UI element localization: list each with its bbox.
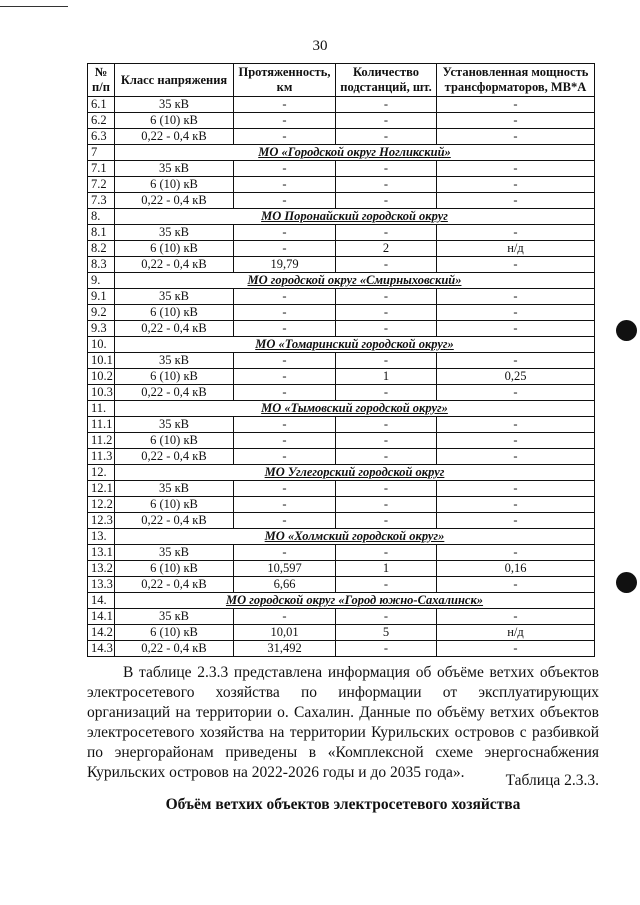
body-paragraph [87, 663, 599, 783]
table-row [88, 577, 595, 593]
capacity-cell: - [437, 385, 595, 401]
table-row [88, 433, 595, 449]
substation-count-cell: 5 [336, 625, 437, 641]
table-row [88, 289, 595, 305]
substation-count-cell: - [336, 577, 437, 593]
row-number: 12. [88, 465, 115, 481]
length-cell: - [234, 289, 336, 305]
row-number: 11.2 [88, 433, 115, 449]
table-row [88, 161, 595, 177]
table-group-row [88, 465, 595, 481]
capacity-cell: - [437, 577, 595, 593]
voltage-class-cell: 35 кВ [115, 481, 234, 497]
length-cell: 10,01 [234, 625, 336, 641]
municipality-title: МО городской округ «Город южно-Сахалинск» [115, 593, 595, 609]
voltage-class-cell: 35 кВ [115, 161, 234, 177]
table-row [88, 241, 595, 257]
substation-count-cell: - [336, 513, 437, 529]
municipality-title: МО Углегорский городской округ [115, 465, 595, 481]
municipality-title: МО «Холмский городской округ» [115, 529, 595, 545]
row-number: 9.1 [88, 289, 115, 305]
header-number: № п/п [88, 64, 115, 97]
table-row [88, 481, 595, 497]
length-cell: - [234, 369, 336, 385]
row-number: 8.1 [88, 225, 115, 241]
table-header-row [88, 64, 595, 97]
row-number: 13. [88, 529, 115, 545]
table-group-row [88, 337, 595, 353]
row-number: 6.2 [88, 113, 115, 129]
substation-count-cell: - [336, 193, 437, 209]
row-number: 13.1 [88, 545, 115, 561]
table-row [88, 353, 595, 369]
header-voltage-class: Класс напряжения [115, 64, 234, 97]
voltage-class-cell: 0,22 - 0,4 кВ [115, 641, 234, 657]
row-number: 11.1 [88, 417, 115, 433]
length-cell: - [234, 193, 336, 209]
voltage-class-cell: 35 кВ [115, 225, 234, 241]
row-number: 7.3 [88, 193, 115, 209]
voltage-class-cell: 35 кВ [115, 545, 234, 561]
voltage-class-cell: 0,22 - 0,4 кВ [115, 321, 234, 337]
voltage-class-cell: 0,22 - 0,4 кВ [115, 257, 234, 273]
table-row [88, 321, 595, 337]
capacity-cell: н/д [437, 625, 595, 641]
table-row [88, 449, 595, 465]
voltage-class-cell: 0,22 - 0,4 кВ [115, 449, 234, 465]
length-cell: - [234, 417, 336, 433]
table-row [88, 385, 595, 401]
row-number: 12.2 [88, 497, 115, 513]
capacity-cell: - [437, 321, 595, 337]
row-number: 9.3 [88, 321, 115, 337]
substation-count-cell: - [336, 177, 437, 193]
row-number: 10.3 [88, 385, 115, 401]
length-cell: - [234, 497, 336, 513]
capacity-cell: - [437, 97, 595, 113]
table-row [88, 225, 595, 241]
capacity-cell: - [437, 113, 595, 129]
length-cell: - [234, 129, 336, 145]
length-cell: - [234, 225, 336, 241]
table-row [88, 193, 595, 209]
row-number: 6.3 [88, 129, 115, 145]
substation-count-cell: - [336, 385, 437, 401]
length-cell: 31,492 [234, 641, 336, 657]
substation-count-cell: 2 [336, 241, 437, 257]
table-row [88, 305, 595, 321]
punch-hole-mark [616, 572, 637, 593]
row-number: 10.1 [88, 353, 115, 369]
capacity-cell: - [437, 545, 595, 561]
punch-hole-mark [616, 320, 637, 341]
voltage-class-cell: 0,22 - 0,4 кВ [115, 129, 234, 145]
substation-count-cell: - [336, 545, 437, 561]
municipality-title: МО «Тымовский городской округ» [115, 401, 595, 417]
length-cell: - [234, 449, 336, 465]
length-cell: - [234, 433, 336, 449]
municipality-title: МО «Томаринский городской округ» [115, 337, 595, 353]
table-row [88, 497, 595, 513]
voltage-class-cell: 35 кВ [115, 417, 234, 433]
next-table-title: Объём ветхих объектов электросетевого хозяйства [165, 796, 521, 813]
capacity-cell: - [437, 433, 595, 449]
voltage-class-cell: 6 (10) кВ [115, 305, 234, 321]
voltage-class-cell: 6 (10) кВ [115, 561, 234, 577]
voltage-class-cell: 6 (10) кВ [115, 241, 234, 257]
voltage-class-cell: 6 (10) кВ [115, 433, 234, 449]
table-group-row [88, 529, 595, 545]
substation-count-cell: - [336, 321, 437, 337]
substation-count-cell: - [336, 257, 437, 273]
table-row [88, 257, 595, 273]
substation-count-cell: - [336, 481, 437, 497]
row-number: 11. [88, 401, 115, 417]
table-row [88, 369, 595, 385]
table-row [88, 97, 595, 113]
table-row [88, 177, 595, 193]
row-number: 12.1 [88, 481, 115, 497]
capacity-cell: - [437, 177, 595, 193]
voltage-class-cell: 35 кВ [115, 289, 234, 305]
header-length: Протяженность, км [234, 64, 336, 97]
paragraph-text: В таблице 2.3.3 представлена информация об объёме ветхих объектов электросетевого хозяйства по информации от эксплуатирующих организаций на территории о. Сахалин. Данные по объёму ветхих объектов электросетевого хозяйства на территории Курильских островов с разбивкой по энергорайонам приведены в «Комплексной схеме энергоснабжения Курильских островов на 2022-2026 годы и до 2035 года». [87, 664, 599, 781]
substation-count-cell: - [336, 129, 437, 145]
table-row [88, 417, 595, 433]
length-cell: 19,79 [234, 257, 336, 273]
voltage-class-cell: 0,22 - 0,4 кВ [115, 193, 234, 209]
row-number: 7 [88, 145, 115, 161]
capacity-cell: - [437, 129, 595, 145]
length-cell: - [234, 241, 336, 257]
length-cell: - [234, 177, 336, 193]
table-body [88, 97, 595, 657]
voltage-class-cell: 0,22 - 0,4 кВ [115, 513, 234, 529]
table-group-row [88, 593, 595, 609]
row-number: 14.1 [88, 609, 115, 625]
substation-count-cell: - [336, 161, 437, 177]
capacity-cell: н/д [437, 241, 595, 257]
voltage-class-cell: 35 кВ [115, 353, 234, 369]
length-cell: 10,597 [234, 561, 336, 577]
capacity-cell: - [437, 497, 595, 513]
table-label: Таблица 2.3.3. [505, 772, 599, 789]
capacity-cell: - [437, 513, 595, 529]
length-cell: - [234, 113, 336, 129]
substation-count-cell: - [336, 417, 437, 433]
capacity-cell: - [437, 193, 595, 209]
capacity-cell: - [437, 481, 595, 497]
capacity-cell: - [437, 641, 595, 657]
corner-rule [0, 6, 68, 7]
capacity-cell: 0,25 [437, 369, 595, 385]
row-number: 7.1 [88, 161, 115, 177]
substation-count-cell: - [336, 113, 437, 129]
row-number: 7.2 [88, 177, 115, 193]
voltage-class-cell: 6 (10) кВ [115, 625, 234, 641]
table-row [88, 641, 595, 657]
substation-count-cell: - [336, 353, 437, 369]
row-number: 14. [88, 593, 115, 609]
length-cell: - [234, 97, 336, 113]
capacity-cell: - [437, 289, 595, 305]
length-cell: 6,66 [234, 577, 336, 593]
length-cell: - [234, 161, 336, 177]
header-substation-count: Количество подстанций, шт. [336, 64, 437, 97]
capacity-cell: - [437, 417, 595, 433]
voltage-class-cell: 35 кВ [115, 97, 234, 113]
row-number: 13.2 [88, 561, 115, 577]
row-number: 13.3 [88, 577, 115, 593]
voltage-class-cell: 6 (10) кВ [115, 369, 234, 385]
table-row [88, 561, 595, 577]
table-row [88, 113, 595, 129]
length-cell: - [234, 321, 336, 337]
header-installed-capacity: Установленная мощность трансформаторов, МВ*А [437, 64, 595, 97]
length-cell: - [234, 385, 336, 401]
voltage-class-cell: 6 (10) кВ [115, 113, 234, 129]
capacity-cell: - [437, 305, 595, 321]
municipality-title: МО городской округ «Смирныховский» [115, 273, 595, 289]
substation-count-cell: - [336, 641, 437, 657]
length-cell: - [234, 545, 336, 561]
substation-count-cell: - [336, 305, 437, 321]
substation-count-cell: - [336, 433, 437, 449]
substation-count-cell: - [336, 609, 437, 625]
table-group-row [88, 401, 595, 417]
length-cell: - [234, 353, 336, 369]
voltage-class-cell: 6 (10) кВ [115, 177, 234, 193]
row-number: 8.3 [88, 257, 115, 273]
capacity-cell: - [437, 353, 595, 369]
substation-count-cell: - [336, 97, 437, 113]
substation-count-cell: - [336, 289, 437, 305]
substation-count-cell: - [336, 449, 437, 465]
municipality-title: МО Поронайский городской округ [115, 209, 595, 225]
substation-count-cell: 1 [336, 369, 437, 385]
row-number: 14.3 [88, 641, 115, 657]
substation-count-cell: - [336, 497, 437, 513]
row-number: 9.2 [88, 305, 115, 321]
length-cell: - [234, 609, 336, 625]
row-number: 14.2 [88, 625, 115, 641]
row-number: 10. [88, 337, 115, 353]
page-number: 30 [312, 38, 328, 54]
table-group-row [88, 145, 595, 161]
capacity-cell: 0,16 [437, 561, 595, 577]
table-row [88, 625, 595, 641]
table-row [88, 129, 595, 145]
table-row [88, 513, 595, 529]
row-number: 10.2 [88, 369, 115, 385]
capacity-cell: - [437, 449, 595, 465]
substation-count-cell: 1 [336, 561, 437, 577]
voltage-class-cell: 0,22 - 0,4 кВ [115, 385, 234, 401]
length-cell: - [234, 481, 336, 497]
row-number: 6.1 [88, 97, 115, 113]
capacity-cell: - [437, 225, 595, 241]
row-number: 9. [88, 273, 115, 289]
row-number: 11.3 [88, 449, 115, 465]
voltage-class-cell: 6 (10) кВ [115, 497, 234, 513]
capacity-cell: - [437, 161, 595, 177]
capacity-cell: - [437, 257, 595, 273]
municipality-title: МО «Городской округ Ногликский» [115, 145, 595, 161]
length-cell: - [234, 305, 336, 321]
voltage-class-cell: 0,22 - 0,4 кВ [115, 577, 234, 593]
substations-table [87, 63, 595, 657]
row-number: 8.2 [88, 241, 115, 257]
table-row [88, 609, 595, 625]
table-group-row [88, 273, 595, 289]
capacity-cell: - [437, 609, 595, 625]
table-row [88, 545, 595, 561]
length-cell: - [234, 513, 336, 529]
voltage-class-cell: 35 кВ [115, 609, 234, 625]
row-number: 8. [88, 209, 115, 225]
row-number: 12.3 [88, 513, 115, 529]
table-group-row [88, 209, 595, 225]
substation-count-cell: - [336, 225, 437, 241]
